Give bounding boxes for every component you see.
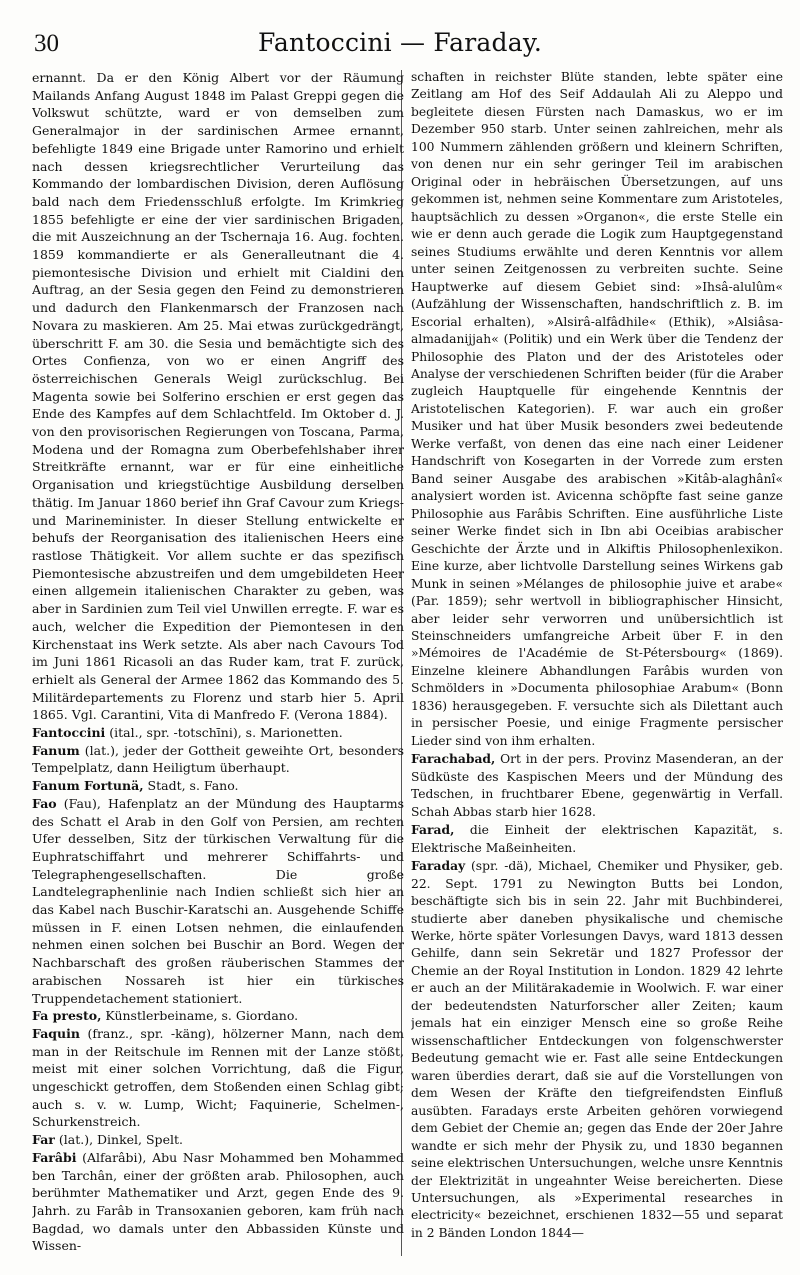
entry-continuation: [32, 69, 404, 724]
entry-body: ernannt. Da er den König Albert vor der Räumung Mailands Anfang August 1848 im Palast Greppi gegen die Volkswut schützte, ward er von demselben zum Generalmajor in der sardinischen Armee ernannt, befehligte 1849 eine Brigade unter Ramorino und erhielt nach dessen kriegsrechtlicher Verurteilung das Kommando der lombardischen Division, deren Auflösung bald nach dem Friedensschluß erfolgte. Im Krimkrieg 1855 befehligte er eine der vier sardinischen Brigaden, die mit Auszeichnung an der Tschernaja 16. Aug. fochten. 1859 kommandierte er als Generalleutnant die 4. piemontesische Division und erhielt mit Cialdini den Auftrag, an der Sesia gegen den Feind zu demonstrieren und dadurch den Flankenmarsch der Franzosen nach Novara zu maskieren. Am 25. Mai etwas zurückgedrängt, überschritt F. am 30. die Sesia und bemächtigte sich des Ortes Confienza, von wo er einen Angriff des österreichischen Generals Weigl zurückschlug. Bei Magenta sowie bei Solferino erschien er erst gegen das Ende des Kampfes auf dem Schlachtfeld. Im Oktober d. J. von den provisorischen Regierungen von Toscana, Parma, Modena und der Romagna zum Oberbefehlshaber ihrer Streitkräfte ernannt, war er für eine einheitliche Organisation und kriegstüchtige Ausbildung derselben thätig. Im Januar 1860 berief ihn Graf Cavour zum Kriegs- und Marineminister. In dieser Stellung entwickelte er behufs der Reorganisation des italienischen Heers eine rastlose Thätigkeit. Vor allem suchte er das spezifisch Piemontesische abzustreifen und dem umgebildeten Heer einen allgemein italienischen Charakter zu geben, was aber in Sardinien zum Teil viel Unwillen erregte. F. war es auch, welcher die Expedition der Piemontesen in den Kirchenstaat ins Werk setzte. Als aber nach Cavours Tod im Juni 1861 Ricasoli an das Ruder kam, trat F. zurück, erhielt als General der Armee 1862 das Kommando des 5. Militärdepartements zu Florenz und starb hier 5. April 1865. Vgl. Carantini, Vita di Manfredo F. (Verona 1884).: [32, 70, 404, 723]
entry-headword: Fa presto,: [32, 1008, 102, 1024]
entry-faraday: [411, 857, 783, 1242]
entry-headword: Fantoccini: [32, 725, 106, 741]
entry-headword: Fanum: [32, 742, 80, 758]
running-title: Fantoccini — Faraday.: [257, 28, 542, 57]
entry-headword: Farachabad,: [411, 751, 496, 767]
entry-body: (lat.), jeder der Gottheit geweihte Ort, besonders Tempelplatz, dann Heiligtum überhaupt.: [32, 742, 404, 776]
entry-body: schaften in reichster Blüte standen, lebte später eine Zeitlang am Hof des Seif Addaulah Ali zu Aleppo und begleitete diesen Fürsten nach Damaskus, wo er im Dezember 950 starb. Unter seinen zahlreichen, mehr als 100 Nummern zählenden größern und kleinern Schriften, von denen nur ein sehr geringer Teil im arabischen Original oder in hebräischen Übersetzungen, auf uns gekommen ist, nehmen seine Kommentare zum Aristoteles, hauptsächlich zu dessen »Organon«, die erste Stelle ein wie er denn auch gerade die Logik zum Hauptgegenstand seines Studiums erwählte und deren Kenntnis vor allem unter seinen Zeitgenossen zu verbreiten suchte. Seine Hauptwerke auf diesem Gebiet sind: »Ihsâ-alulûm« (Aufzählung der Wissenschaften, handschriftlich z. B. im Escorial erhalten), »Alsirâ-alfâdhile« (Ethik), »Alsiâsa-almadanijjah« (Politik) und ein Werk über die Tendenz der Philosophie des Platon und der des Aristoteles oder Analyse der verschiedenen Schriften beider (für die Araber zugleich Hauptquelle für eingehende Kenntnis der Aristotelischen Kategorien). F. war auch ein großer Musiker und hat über Musik besonders zwei bedeutende Werke verfaßt, von denen das eine nach einer Leidener Handschrift von Kosegarten in der Vorrede zum ersten Band seiner Ausgabe des arabischen »Kitâb-alaghânî« analysiert worden ist. Avicenna schöpfte fast seine ganze Philosophie aus Farâbis Schriften. Eine ausführliche Liste seiner Werke findet sich in Ibn abi Oceibias arabischer Geschichte der Ärzte und in Alkiftis Philosophenlexikon. Eine kurze, aber lichtvolle Darstellung seines Wirkens gab Munk in seinen »Mélanges de philosophie juive et arabe« (Par. 1859); sehr wertvoll in bibliographischer Hinsicht, aber leider sehr verworren und unübersichtlich ist Steinschneiders umfangreiche Arbeit über F. in den »Mémoires de l'Académie de St-Pétersbourg« (1869). Einzelne kleinere Abhandlungen Farâbis wurden von Schmölders in »Documenta philosophiae Arabum« (Bonn 1836) herausgegeben. F. versuchte sich als Dilettant auch in persischer Poesie, und einige Fragmente persischer Lieder sind von ihm erhalten.: [411, 70, 783, 748]
entry-fantoccini: [32, 724, 404, 742]
left-column: [32, 69, 404, 1259]
entry-body: (lat.), Dinkel, Spelt.: [54, 1132, 183, 1148]
entry-headword: Faraday: [411, 858, 466, 874]
entry-fanum: [32, 742, 404, 777]
entry-fa-presto: [32, 1007, 404, 1025]
entry-farabi: [32, 1149, 404, 1255]
entry-headword: Faquin: [32, 1025, 80, 1041]
entry-farad: [411, 821, 783, 857]
entry-headword: Fao: [32, 795, 57, 811]
entry-continuation: [411, 69, 783, 750]
entry-headword: Far: [32, 1132, 55, 1148]
entry-fao: [32, 795, 404, 1007]
entry-body: (ital., spr. -totschīni), s. Marionetten.: [105, 725, 343, 741]
entry-fanum-fortunae: [32, 777, 404, 795]
entry-headword: Fanum Fortunä,: [32, 778, 144, 794]
entry-body: Künstlerbeiname, s. Giordano.: [101, 1008, 299, 1024]
entry-body: Stadt, s. Fano.: [143, 778, 239, 794]
entry-far: [32, 1131, 404, 1149]
entry-body: Ort in der pers. Provinz Masenderan, an der Südküste des Kaspischen Meers und der Mündung des Tedschen, in fruchtbarer Ebene, gegenwärtig in Verfall. Schah Abbas starb hier 1628.: [411, 752, 783, 819]
entry-body: die Einheit der elektrischen Kapazität, s. Elektrische Maßeinheiten.: [411, 823, 783, 855]
entry-body: (Alfarâbi), Abu Nasr Mohammed ben Mohammed ben Tarchân, einer der größten arab. Philosophen, auch berühmter Mathematiker und Arzt, gegen Ende des 9. Jahrh. zu Farâb in Transoxanien geboren, kam früh nach Bagdad, wo damals unter den Abbassiden Künste und Wissen-: [32, 1149, 404, 1254]
entry-body: (spr. -dä), Michael, Chemiker und Physiker, geb. 22. Sept. 1791 zu Newington Butts bei London, beschäftigte sich bis in sein 22. Jahr mit Buchbinderei, studierte aber daneben physikalische und chemische Werke, hörte später Vorlesungen Davys, ward 1813 dessen Gehilfe, dann sein Sekretär und 1827 Professor der Chemie an der Royal Institution in London. 1829 42 lehrte er auch an der Militärakademie in Woolwich. F. war einer der bedeutendsten Naturforscher aller Zeiten; kaum jemals hat ein einziger Mensch eine so große Reihe wissenschaftlicher Entdeckungen von folgenschwerster Bedeutung gemacht wie er. Fast alle seine Entdeckungen waren überdies derart, daß sie auf die Vorstellungen von dem Wesen der Kräfte den tiefgreifendsten Einfluß ausübten. Faradays erste Arbeiten gehören vorwiegend dem Gebiet der Chemie an; gegen das Ende der 20er Jahre wandte er sich mehr der Physik zu, und 1830 begannen seine elektrischen Untersuchungen, welche unsre Kenntnis der Elektrizität in ungeahnter Weise bereicherten. Diese Untersuchungen, als »Experimental researches in electricity« bezeichnet, erschienen 1832—55 und separat in 2 Bänden London 1844—: [411, 859, 783, 1240]
entry-farachabad: [411, 750, 783, 821]
entry-headword: Farâbi: [32, 1149, 77, 1165]
page-number: 30: [34, 30, 59, 57]
entry-body: (franz., spr. -käng), hölzerner Mann, nach dem man in der Reitschule im Rennen mit der Lanze stößt, meist mit einer solchen Vorrichtung, daß die Figur, ungeschickt getroffen, dem Stoßenden einen Schlag gibt; auch s. v. w. Lump, Wicht; Faquinerie, Schelmen-, Schurkenstreich.: [32, 1025, 404, 1130]
entry-body: (Fau), Hafenplatz an der Mündung des Hauptarms des Schatt el Arab in den Golf von Persien, am rechten Ufer desselben, Sitz der türkischen Verwaltung für die Euphratschiffahrt und mehrerer Schiffahrts- und Telegraphengesellschaften. Die große Landtelegraphenlinie nach Indien schließt sich hier an das Kabel nach Buschir-Karatschi an. Ausgehende Schiffe müssen in F. einen Lotsen nehmen, die einlaufenden nehmen einen solchen bei Buschir an Bord. Wegen der Nachbarschaft des großen räuberischen Stammes der arabischen Nossareh ist hier ein türkisches Truppendetachement stationiert.: [32, 795, 404, 1006]
right-column: [411, 69, 783, 1259]
entry-faquin: [32, 1025, 404, 1131]
entry-headword: Farad,: [411, 822, 455, 838]
